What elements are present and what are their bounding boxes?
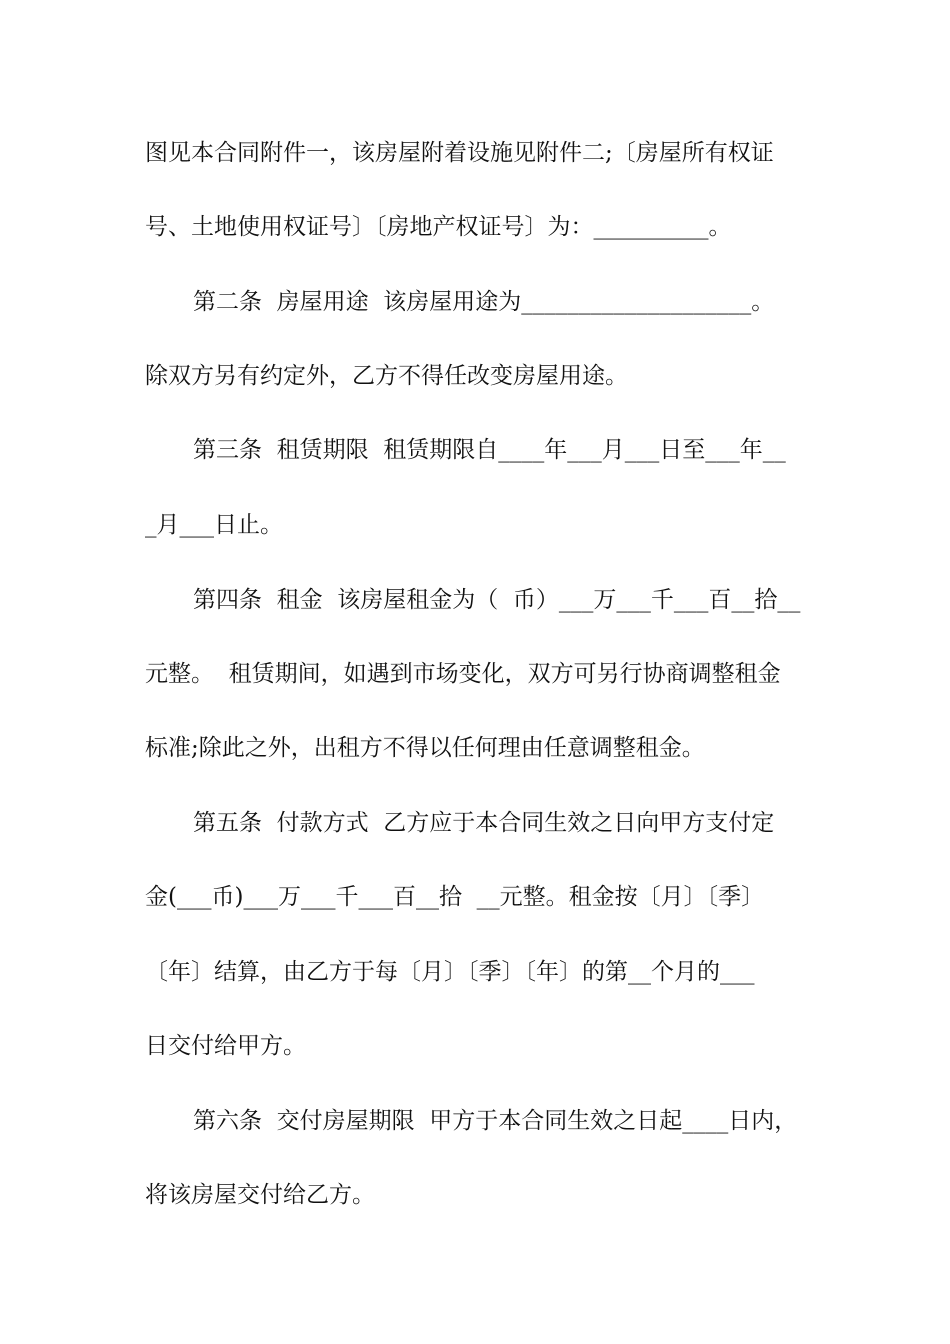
article-2-heading-line: 第二条 房屋用途 该房屋用途为____________________。 [193,289,775,315]
article-4-heading-line: 第四条 租金 该房屋租金为（ 币）___万___千___百__拾__ [193,587,801,613]
article-3-heading-line: 第三条 租赁期限 租赁期限自____年___月___日至___年__ [193,437,786,463]
text-line: 号、土地使用权证号〕〔房地产权证号〕为：__________。 [145,214,732,240]
text-line: 元整。 租赁期间，如遇到市场变化，双方可另行协商调整租金 [145,661,781,687]
text-line: _月___日止。 [145,512,283,538]
text-line: 标准;除此之外，出租方不得以任何理由任意调整租金。 [145,735,705,761]
text-line: 将该房屋交付给乙方。 [145,1182,375,1208]
text-line: 〔年〕结算，由乙方于每〔月〕〔季〕〔年〕的第__个月的___ [145,959,755,985]
text-line: 除双方另有约定外，乙方不得任改变房屋用途。 [145,363,628,389]
text-line: 图见本合同附件一，该房屋附着设施见附件二;〔房屋所有权证 [145,140,774,166]
article-6-heading-line: 第六条 交付房屋期限 甲方于本合同生效之日起____日内， [193,1108,798,1134]
text-line: 金(___币)___万___千___百__拾 __元整。租金按〔月〕〔季〕 [145,884,765,910]
article-5-heading-line: 第五条 付款方式 乙方应于本合同生效之日向甲方支付定 [193,810,775,836]
text-line: 日交付给甲方。 [145,1033,306,1059]
